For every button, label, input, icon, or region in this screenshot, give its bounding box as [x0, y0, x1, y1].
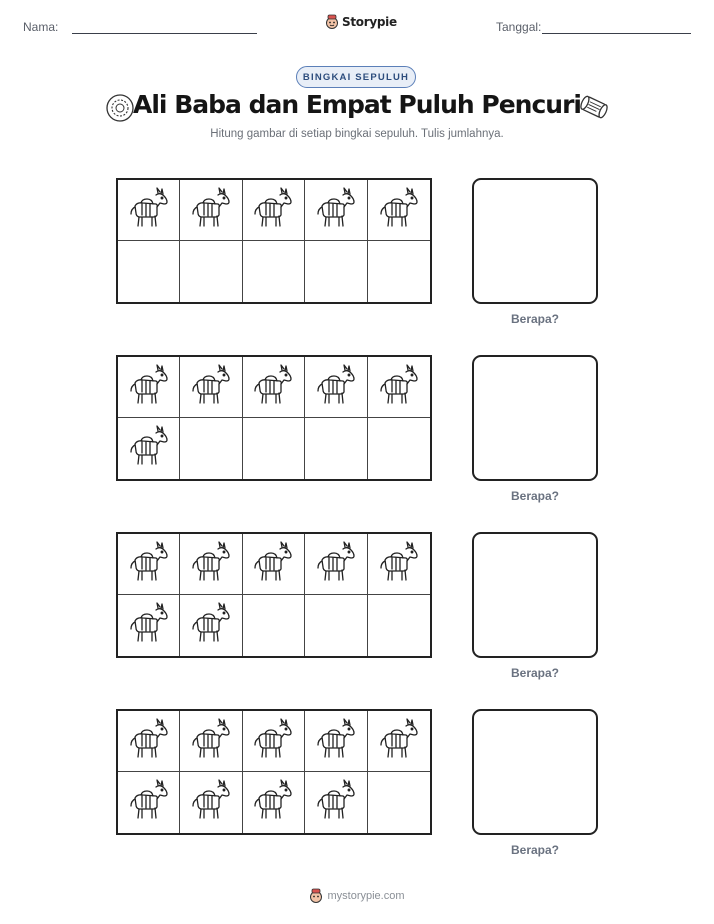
ten-frame-cell [243, 418, 305, 479]
ten-frame-cell [243, 241, 305, 302]
name-label: Nama: [23, 20, 59, 34]
ten-frame [116, 355, 432, 481]
answer-box[interactable] [472, 709, 598, 835]
ten-frame-cell [368, 357, 430, 418]
donkey-icon [189, 717, 233, 766]
donkey-icon [127, 424, 171, 473]
ten-frame [116, 178, 432, 304]
ten-frame-cell [305, 711, 367, 772]
ten-frame-cell [118, 180, 180, 241]
answer-prompt: Berapa? [510, 489, 560, 503]
donkey-icon [314, 186, 358, 235]
donkey-icon [314, 540, 358, 589]
donkey-icon [251, 778, 295, 827]
ten-frame-cell [118, 357, 180, 418]
donkey-icon [127, 601, 171, 650]
ten-frame-cell [180, 418, 242, 479]
donkey-icon [314, 717, 358, 766]
ten-frame-cell [305, 595, 367, 656]
footer-url: mystorypie.com [327, 890, 405, 902]
scroll-icon [578, 93, 610, 121]
answer-box[interactable] [472, 355, 598, 481]
storypie-mascot-icon [309, 888, 323, 904]
ten-frame-cell [180, 357, 242, 418]
ten-frame-cell [118, 711, 180, 772]
answer-prompt: Berapa? [510, 843, 560, 857]
donkey-icon [377, 717, 421, 766]
ten-frame-cell [243, 180, 305, 241]
ten-frame-cell [118, 595, 180, 656]
answer-prompt: Berapa? [510, 666, 560, 680]
ten-frame-cell [180, 534, 242, 595]
ten-frame-cell [368, 711, 430, 772]
donkey-icon [189, 601, 233, 650]
ten-frame-cell [368, 772, 430, 833]
worksheet-title: Ali Baba dan Empat Puluh Pencuri [133, 90, 581, 119]
name-line[interactable] [72, 33, 257, 34]
donkey-icon [314, 778, 358, 827]
ten-frame-cell [180, 241, 242, 302]
storypie-mascot-icon [325, 14, 339, 30]
ten-frame-cell [243, 772, 305, 833]
donkey-icon [127, 540, 171, 589]
ten-frame-cell [305, 241, 367, 302]
ten-frame-cell [368, 418, 430, 479]
ten-frame-cell [118, 241, 180, 302]
ten-frame-cell [180, 711, 242, 772]
ten-frame-cell [180, 595, 242, 656]
footer [0, 888, 714, 904]
ten-frame-cell [118, 772, 180, 833]
ten-frame [116, 709, 432, 835]
ten-frame-cell [305, 357, 367, 418]
donkey-icon [377, 363, 421, 412]
instructions: Hitung gambar di setiap bingkai sepuluh. Tulis jumlahnya. [210, 128, 504, 140]
worksheet-type-badge: BINGKAI SEPULUH [296, 66, 416, 88]
donkey-icon [251, 717, 295, 766]
ten-frame-cell [243, 711, 305, 772]
ten-frame-cell [368, 534, 430, 595]
ten-frame [116, 532, 432, 658]
brand-logo [325, 14, 397, 30]
ten-frame-cell [368, 595, 430, 656]
ten-frame-cell [305, 772, 367, 833]
donkey-icon [127, 717, 171, 766]
ten-frame-cell [243, 534, 305, 595]
ten-frame-cell [368, 180, 430, 241]
answer-box[interactable] [472, 178, 598, 304]
ten-frame-cell [305, 418, 367, 479]
ten-frame-cell [180, 772, 242, 833]
donkey-icon [251, 186, 295, 235]
donkey-icon [377, 540, 421, 589]
ten-frame-cell [118, 534, 180, 595]
donkey-icon [127, 186, 171, 235]
date-label: Tanggal: [496, 20, 542, 34]
donkey-icon [189, 540, 233, 589]
donkey-icon [189, 186, 233, 235]
donkey-icon [251, 363, 295, 412]
donkey-icon [251, 540, 295, 589]
donkey-icon [127, 778, 171, 827]
ten-frame-cell [180, 180, 242, 241]
ten-frame-cell [243, 357, 305, 418]
donkey-icon [189, 363, 233, 412]
ten-frame-cell [305, 180, 367, 241]
date-line[interactable] [542, 33, 691, 34]
donkey-icon [127, 363, 171, 412]
donkey-icon [377, 186, 421, 235]
ten-frame-cell [118, 418, 180, 479]
donkey-icon [189, 778, 233, 827]
answer-prompt: Berapa? [510, 312, 560, 326]
ten-frame-cell [243, 595, 305, 656]
ten-frame-cell [368, 241, 430, 302]
answer-box[interactable] [472, 532, 598, 658]
brand-name: Storypie [342, 15, 397, 29]
ten-frame-cell [305, 534, 367, 595]
donkey-icon [314, 363, 358, 412]
